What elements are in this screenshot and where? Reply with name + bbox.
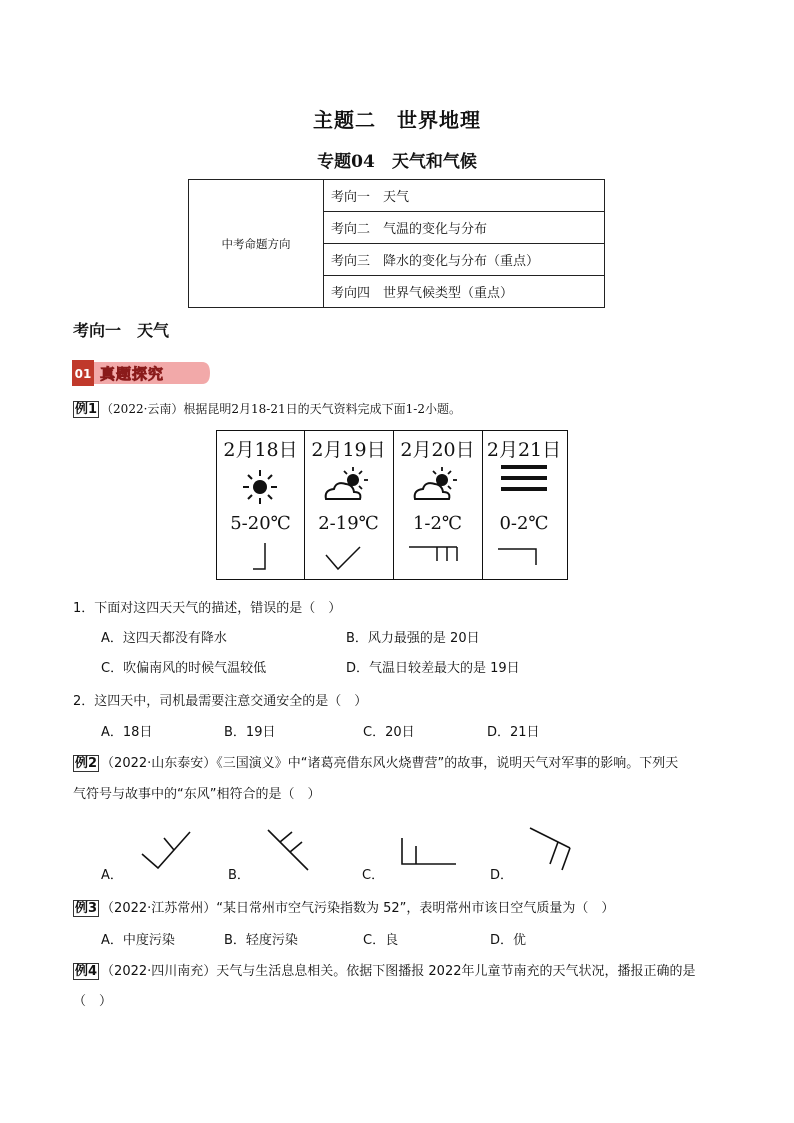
svg-text:01: 01 — [74, 367, 92, 381]
weather-day-2 — [304, 431, 394, 579]
wind-symbol-a — [138, 826, 194, 874]
direction-item: 考向四 世界气候类型（重点） — [324, 276, 605, 308]
question-2: 2．这四天中，司机最需要注意交通安全的是（ ） — [73, 694, 368, 709]
direction-table — [188, 179, 605, 308]
weather-temp: 0-2℃ — [499, 513, 549, 534]
topic-title: 主题二 世界地理 — [313, 108, 481, 132]
weather-date: 2月19日 — [311, 439, 386, 461]
option-a: A．中度污染 — [101, 933, 175, 948]
wind-symbol-d — [526, 824, 576, 874]
option-c: C．20日 — [363, 725, 415, 740]
option-a: A．18日 — [101, 725, 153, 740]
weather-date: 2月18日 — [223, 439, 298, 461]
option-a: A．这四天都没有降水 — [101, 631, 227, 646]
wind-symbol — [247, 541, 277, 573]
example2-text: （2022·山东泰安）《三国演义》中“诸葛亮借东风火烧曹营”的故事，说明天气对军事的影响。下列天 — [101, 756, 679, 771]
example2-stem — [73, 752, 678, 771]
weather-temp: 5-20℃ — [230, 513, 291, 534]
wind-symbol — [407, 543, 467, 565]
example-tag: 例4 — [75, 964, 98, 979]
weather-day-1 — [217, 431, 305, 579]
option-d: D．21日 — [487, 725, 540, 740]
example1-stem — [73, 398, 461, 417]
weather-day-3 — [393, 431, 483, 579]
direction-item: 考向一 天气 — [324, 180, 605, 212]
option-b: B．轻度污染 — [224, 933, 298, 948]
option-d: D． — [490, 868, 514, 883]
weather-table — [216, 430, 568, 580]
partly-cloudy-icon — [320, 465, 376, 507]
sunny-icon — [235, 467, 285, 507]
example4-text-cont: （ ） — [73, 994, 113, 1009]
weather-temp: 2-19℃ — [318, 513, 379, 534]
section-heading: 考向一 天气 — [73, 321, 170, 340]
option-b: B． — [228, 868, 250, 883]
example-tag: 例1 — [75, 402, 98, 417]
option-a: A． — [101, 868, 123, 883]
wind-symbol — [324, 543, 374, 575]
example3-stem — [73, 897, 614, 916]
weather-temp: 1-2℃ — [412, 513, 463, 534]
banner-label: 真题探究 — [100, 365, 165, 383]
option-c: C．良 — [363, 933, 399, 948]
weather-day-4 — [482, 431, 566, 579]
fog-icon — [499, 463, 549, 495]
direction-label: 中考命题方向 — [189, 180, 324, 308]
weather-date: 2月20日 — [400, 439, 475, 461]
example-tag: 例2 — [75, 756, 98, 771]
option-c: C． — [362, 868, 385, 883]
section-banner — [70, 358, 212, 388]
wind-symbol — [496, 543, 552, 569]
example4-stem — [73, 960, 695, 979]
example4-text: （2022·四川南充）天气与生活息息相关。依据下图播报 2022年儿童节南充的天气状况，播报正确的是 — [101, 964, 696, 979]
example-tag: 例3 — [75, 901, 98, 916]
example1-text: （2022·云南）根据昆明2月18-21日的天气资料完成下面1-2小题。 — [101, 402, 461, 416]
option-d: D．优 — [490, 933, 527, 948]
option-d: D．气温日较差最大的是 19日 — [346, 661, 520, 676]
wind-symbol-c — [398, 836, 460, 868]
direction-item: 考向二 气温的变化与分布 — [324, 212, 605, 244]
partly-cloudy-icon — [409, 465, 465, 507]
direction-item: 考向三 降水的变化与分布（重点） — [324, 244, 605, 276]
question-1: 1．下面对这四天天气的描述，错误的是（ ） — [73, 601, 342, 616]
option-c: C．吹偏南风的时候气温较低 — [101, 661, 267, 676]
weather-date: 2月21日 — [486, 439, 562, 461]
option-b: B．风力最强的是 20日 — [346, 631, 480, 646]
subtopic-title: 专题04 天气和气候 — [317, 152, 477, 172]
option-b: B．19日 — [224, 725, 276, 740]
wind-symbol-b — [262, 826, 318, 876]
example3-text: （2022·江苏常州）“某日常州市空气污染指数为 52”，表明常州市该日空气质量为（ ） — [101, 901, 615, 916]
example2-text-cont: 气符号与故事中的“东风”相符合的是（ ） — [73, 787, 321, 802]
